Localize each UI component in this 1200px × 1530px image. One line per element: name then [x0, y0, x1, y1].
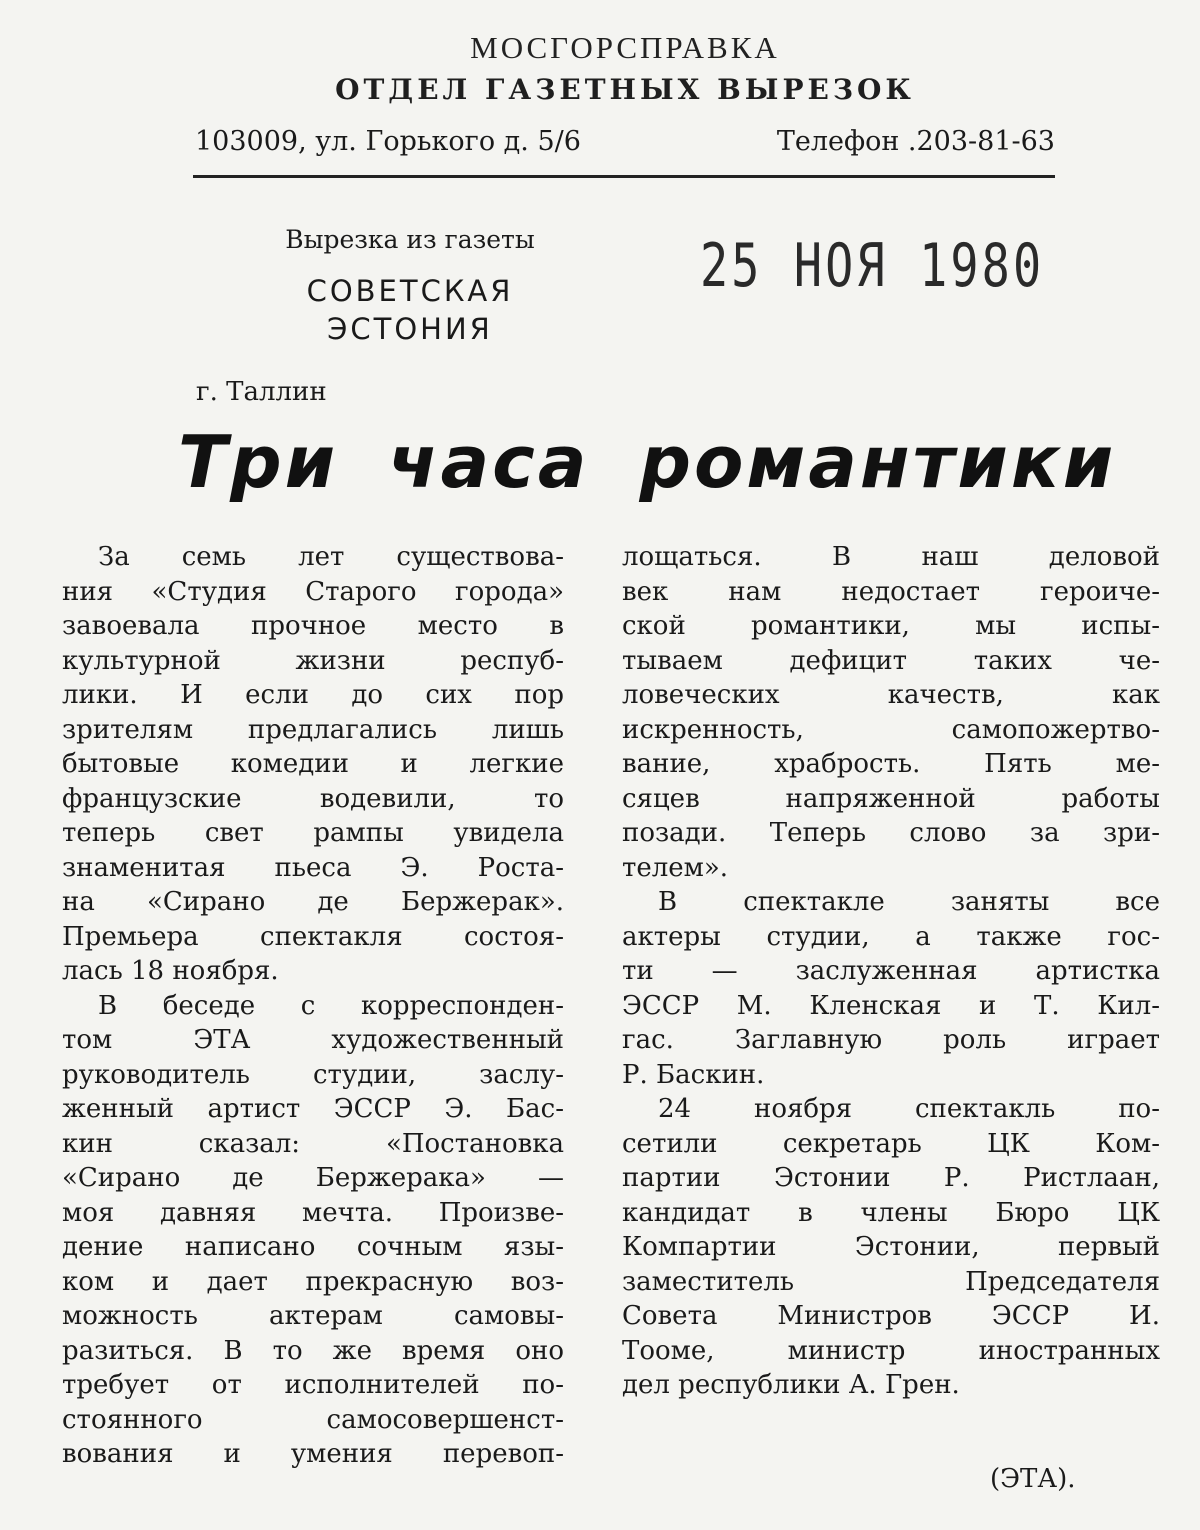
article-line: культурной жизни респуб- — [62, 645, 564, 676]
article-line: завоевала прочное место в — [62, 611, 564, 641]
date-stamp: 25 НОЯ 1980 — [700, 231, 1045, 301]
article-line: 24 ноября спектакль по- — [658, 1094, 1160, 1124]
article-line: заместитель Председателя — [622, 1266, 1160, 1297]
article-line: вования и умения перевоп- — [62, 1439, 564, 1469]
article-column-left — [62, 540, 564, 1472]
article-line: моя давняя мечта. Произве- — [62, 1197, 564, 1228]
article-line: Тооме, министр иностранных — [622, 1335, 1160, 1366]
article-line: том ЭТА художественный — [62, 1025, 564, 1055]
article-line: позади. Теперь слово за зри- — [622, 818, 1160, 848]
header-divider — [193, 175, 1055, 178]
article-line: За семь лет существова- — [98, 542, 564, 572]
article-line: В беседе с корреспонден- — [98, 990, 564, 1021]
article-line: партии Эстонии Р. Ристлаан, — [622, 1163, 1160, 1193]
article-line: зрителям предлагались лишь — [62, 714, 564, 745]
agency-contacts — [195, 122, 1055, 162]
article-line: Премьера спектакля состоя- — [62, 921, 564, 952]
agency-name: МОСГОРСПРАВКА — [470, 30, 780, 65]
article-line: сетили секретарь ЦК Ком- — [622, 1128, 1160, 1159]
article-line: разиться. В то же время оно — [62, 1335, 564, 1366]
newspaper-name-line1: СОВЕТСКАЯ — [306, 274, 514, 308]
article-line: лась 18 ноября. — [62, 956, 279, 986]
article-line: ской романтики, мы испы- — [622, 611, 1160, 641]
article-line: на «Сирано де Бержерак». — [62, 887, 564, 917]
agency-address: 103009, ул. Горького д. 5/6 — [195, 126, 581, 157]
article-line: руководитель студии, заслу- — [62, 1059, 564, 1090]
article-line: Совета Министров ЭССР И. — [622, 1301, 1160, 1331]
article-line: ния «Студия Старого города» — [62, 576, 564, 607]
article-line: ловеческих качеств, как — [622, 680, 1160, 710]
article-headline: Три часа романтики — [178, 420, 1117, 504]
article-line: бытовые комедии и легкие — [62, 749, 564, 779]
article-line: французские водевили, то — [62, 783, 564, 814]
article-line: век нам недостает героиче- — [622, 576, 1160, 607]
article-line: вание, храбрость. Пять ме- — [622, 749, 1160, 779]
article-line: Р. Баскин. — [622, 1059, 765, 1090]
clipping-label: Вырезка из газеты — [285, 225, 535, 254]
article-line: Компартии Эстонии, первый — [622, 1232, 1160, 1262]
article-line: ком и дает прекрасную воз- — [62, 1266, 564, 1297]
agency-header — [195, 28, 1055, 112]
article-line: можность актерам самовы- — [62, 1301, 564, 1331]
article-line: тываем дефицит таких че- — [622, 645, 1160, 676]
newspaper-name-line2: ЭСТОНИЯ — [327, 312, 493, 346]
newspaper-name — [230, 272, 590, 348]
agency-phone: Телефон .203-81-63 — [776, 126, 1055, 157]
article-line: гас. Заглавную роль играет — [622, 1025, 1160, 1055]
article-line: «Сирано де Бержерака» — — [62, 1163, 564, 1193]
article-line: искренность, самопожертво- — [622, 714, 1160, 745]
agency-department: ОТДЕЛ ГАЗЕТНЫХ ВЫРЕЗОК — [335, 73, 915, 106]
article-line: лощаться. В наш деловой — [622, 542, 1160, 572]
dateline-city: г. Таллин — [196, 377, 327, 407]
article-line: знаменитая пьеса Э. Роста- — [62, 852, 564, 883]
article-line: требует от исполнителей по- — [62, 1370, 564, 1400]
article-line: В спектакле заняты все — [658, 887, 1160, 917]
article-line: дение написано сочным язы- — [62, 1232, 564, 1262]
article-line: лики. И если до сих пор — [62, 680, 564, 710]
article-line: теперь свет рампы увидела — [62, 818, 564, 848]
article-line: дел республики А. Грен. — [622, 1370, 960, 1400]
article-line: женный артист ЭССР Э. Бас- — [62, 1094, 564, 1124]
article-line: телем». — [622, 852, 729, 883]
article-column-right — [622, 540, 1160, 1403]
article-line: кандидат в члены Бюро ЦК — [622, 1197, 1160, 1228]
article-line: ЭССР М. Кленская и Т. Кил- — [622, 990, 1160, 1021]
article-signoff: (ЭТА). — [990, 1464, 1076, 1494]
article-line: актеры студии, а также гос- — [622, 921, 1160, 952]
article-line: кин сказал: «Постановка — [62, 1128, 564, 1159]
article-line: сяцев напряженной работы — [622, 783, 1160, 814]
article-line: ти — заслуженная артистка — [622, 956, 1160, 986]
article-line: стоянного самосовершенст- — [62, 1404, 564, 1435]
